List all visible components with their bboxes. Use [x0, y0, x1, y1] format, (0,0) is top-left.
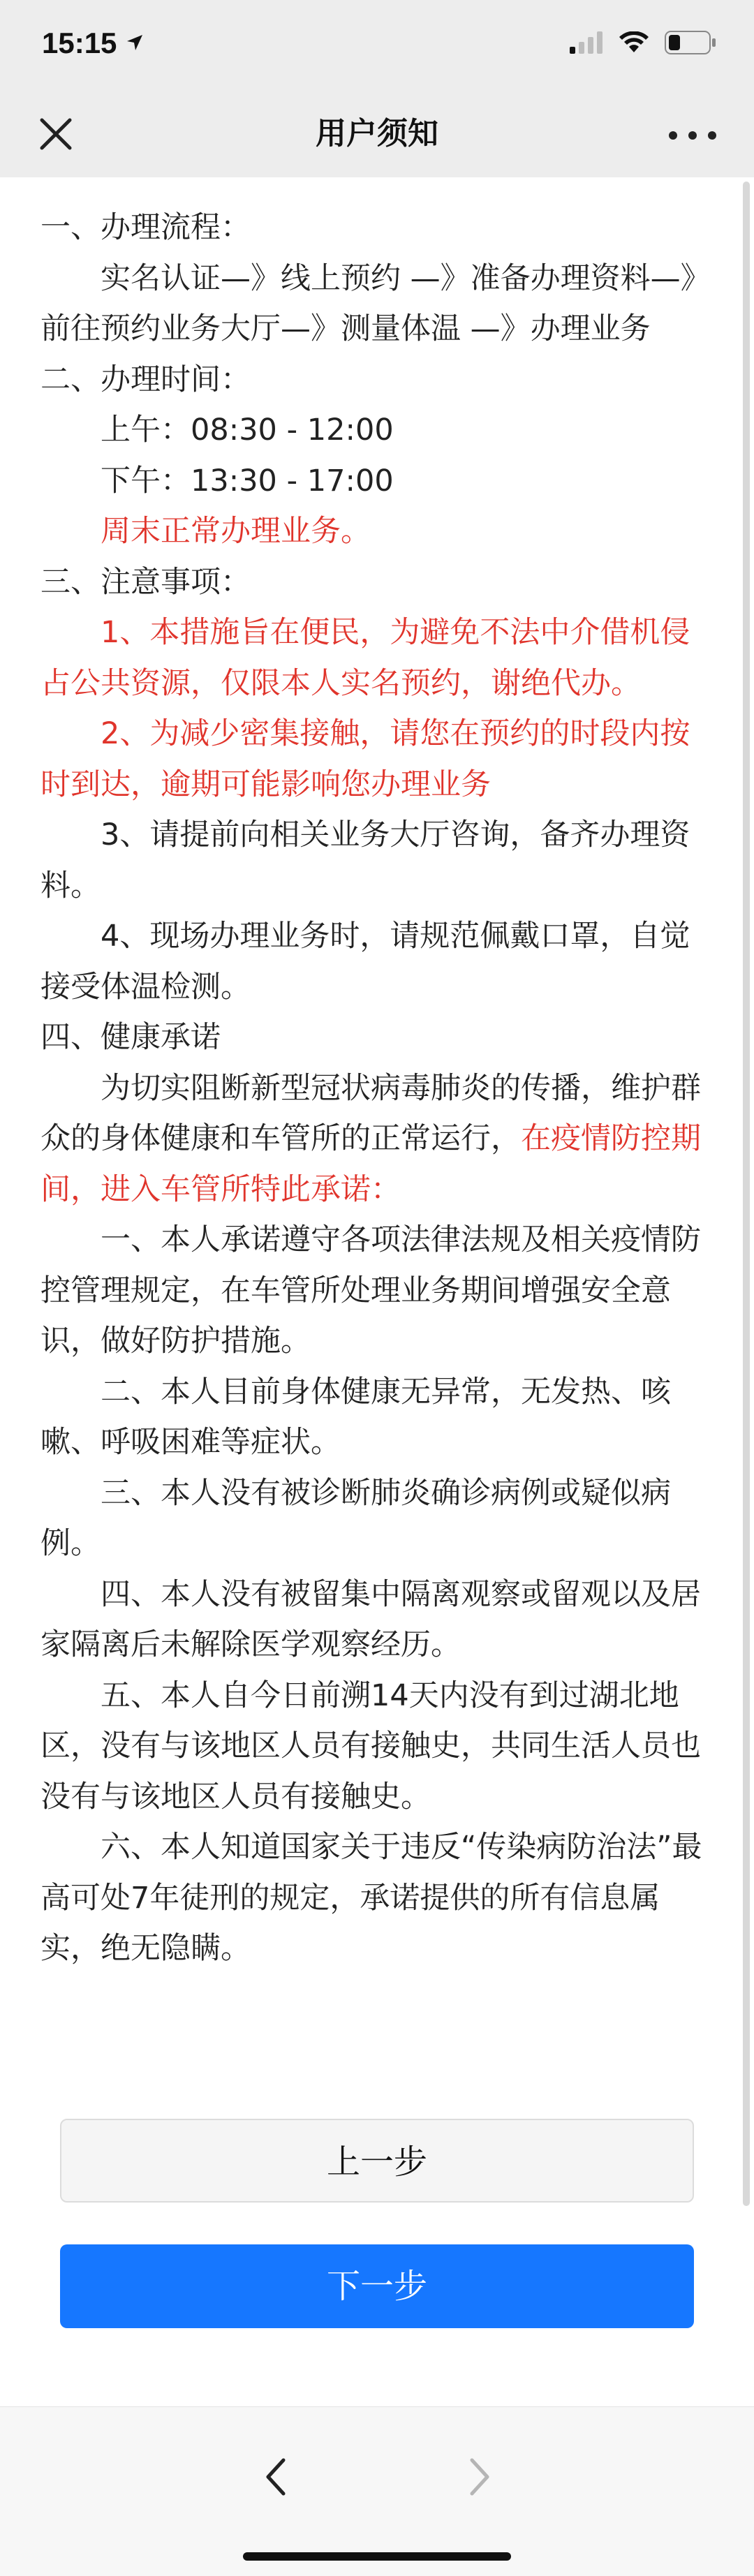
- signal-icon: [570, 31, 603, 54]
- back-arrow-icon[interactable]: [260, 2455, 293, 2499]
- commitment-item: 五、本人自今日前溯14天内没有到过湖北地区，没有与该地区人员有接触史，共同生活人员也没有与该地区人员有接触史。: [40, 1678, 701, 1814]
- section-heading: 四、健康承诺: [40, 1020, 221, 1055]
- commitment-item: 二、本人目前身体健康无异常，无发热、咳嗽、呼吸困难等症状。: [40, 1374, 671, 1460]
- status-time: 15:15: [42, 27, 117, 59]
- weekend-note: 周末正常办理业务。: [101, 514, 371, 549]
- notice-content: [40, 202, 715, 1974]
- commitment-item: 四、本人没有被留集中隔离观察或留观以及居家隔离后未解除医学观察经历。: [40, 1576, 701, 1662]
- nav-bar: [0, 91, 754, 177]
- section-heading: 二、办理时间：: [40, 362, 251, 397]
- commitment-intro: [40, 1063, 715, 1215]
- process-steps: 实名认证—》线上预约 —》准备办理资料—》前往预约业务大厅—》测量体温 —》办理业务: [40, 260, 711, 346]
- next-step-button[interactable]: 下一步: [60, 2244, 694, 2328]
- battery-icon: [665, 31, 716, 54]
- commitment-item: 三、本人没有被诊断肺炎确诊病例或疑似病例。: [40, 1475, 671, 1561]
- hours-afternoon: 下午：13:30 - 17:00: [101, 463, 394, 498]
- commitment-intro-highlight: 在疫情防控期间，进入车管所特此承诺：: [40, 1121, 701, 1207]
- notice-item: 2、为减少密集接触，请您在预约的时段内按时到达，逾期可能影响您办理业务: [40, 716, 690, 802]
- more-icon[interactable]: [666, 121, 719, 149]
- commitment-item: 六、本人知道国家关于违反“传染病防治法”最高可处7年徒刑的规定，承诺提供的所有信息属实，绝无隐瞒。: [40, 1830, 702, 1966]
- notice-item: 4、现场办理业务时，请规范佩戴口罩，自觉接受体温检测。: [40, 919, 690, 1005]
- section-heading: 一、办理流程：: [40, 210, 251, 245]
- forward-arrow-icon[interactable]: [462, 2455, 496, 2499]
- commitment-item: 一、本人承诺遵守各项法律法规及相关疫情防控管理规定，在车管所处理业务期间增强安全意识，做好防护措施。: [40, 1222, 701, 1359]
- wifi-icon: [619, 31, 649, 54]
- prev-step-button[interactable]: 上一步: [60, 2119, 694, 2203]
- home-indicator[interactable]: [243, 2552, 511, 2561]
- notice-item: 3、请提前向相关业务大厅咨询，备齐办理资料。: [40, 817, 690, 903]
- notice-item: 1、本措施旨在便民，为避免不法中介借机侵占公共资源，仅限本人实名预约，谢绝代办。: [40, 615, 690, 701]
- bottom-toolbar: [0, 2406, 754, 2576]
- section-heading: 三、注意事项：: [40, 564, 251, 600]
- hours-morning: 上午：08:30 - 12:00: [101, 413, 394, 447]
- scrollbar[interactable]: [743, 182, 750, 2206]
- location-arrow-icon: [126, 34, 144, 52]
- page-title: 用户须知: [316, 116, 438, 151]
- status-bar: [0, 0, 754, 91]
- commitment-intro-text: 为切实阻断新型冠状病毒肺炎的传播，维护群众的身体健康和车管所的正常运行，: [40, 1070, 701, 1156]
